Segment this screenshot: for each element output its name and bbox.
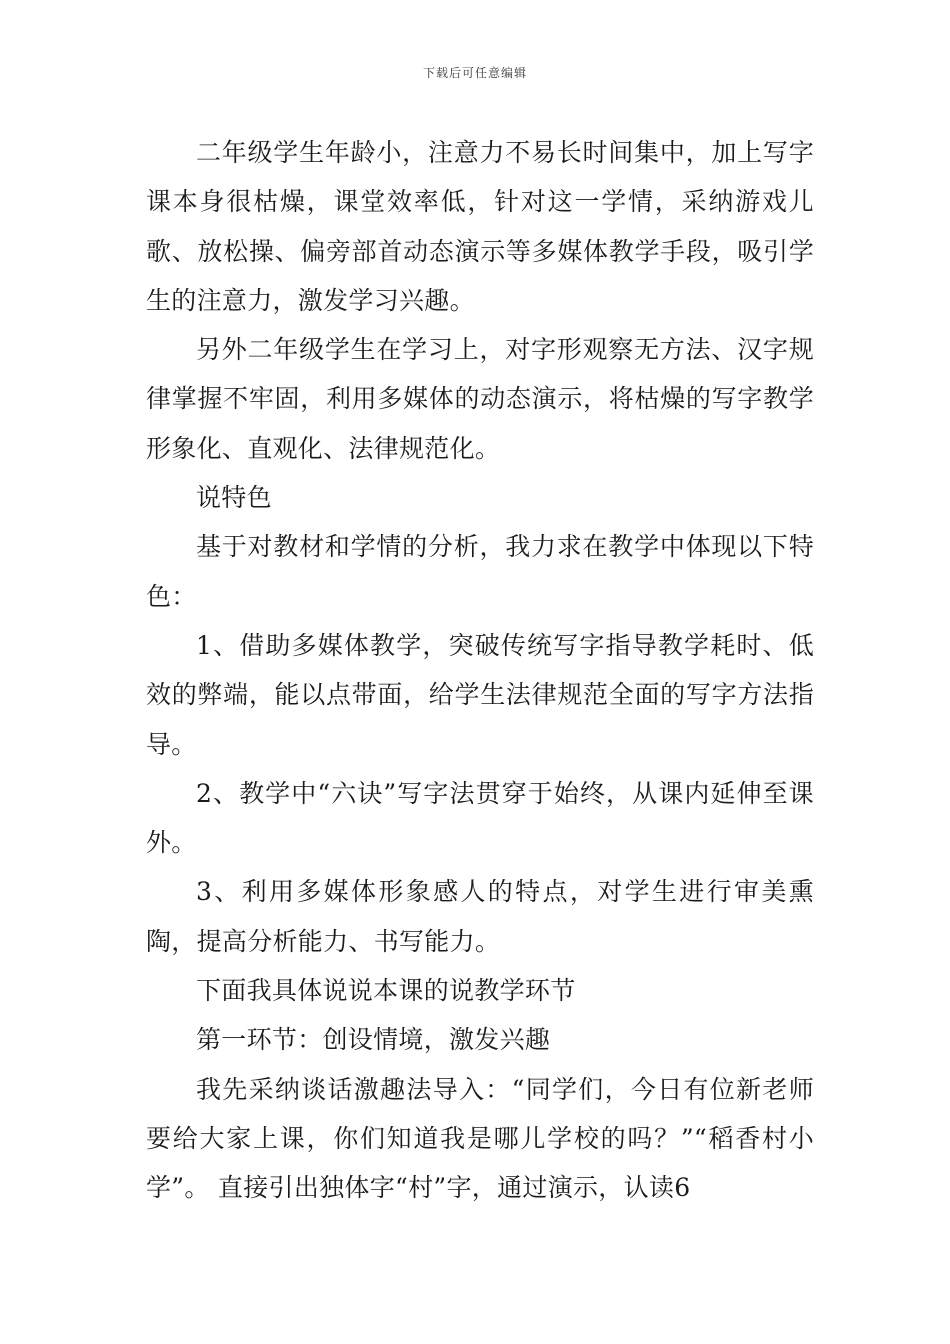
list-item-feature-1: 1、借助多媒体教学，突破传统写字指导教学耗时、低效的弊端，能以点带面，给学生法律规范全面的写字方法指导。 [146,630,814,759]
paragraph-learner-analysis: 二年级学生年龄小，注意力不易长时间集中，加上写字课本身很枯燥，课堂效率低，针对这一学情，采纳游戏儿歌、放松操、偏旁部首动态演示等多媒体教学手段，吸引学生的注意力，激发学习兴趣。 [146,138,814,315]
list-item-feature-2: 2、教学中“六诀”写字法贯穿于始终，从课内延伸至课外。 [146,778,814,858]
document-body [146,128,814,1213]
page-header: 下载后可任意编辑 [422,66,527,80]
paragraph-learning-difficulty: 另外二年级学生在学习上，对字形观察无方法、汉字规律掌握不牢固，利用多媒体的动态演示，将枯燥的写字教学形象化、直观化、法律规范化。 [146,335,814,463]
section-heading-teaching-steps: 下面我具体说说本课的说教学环节 [196,976,576,1006]
section-heading-step-1: 第一环节：创设情境，激发兴趣 [196,1025,551,1055]
section-heading-features: 说特色 [196,483,272,513]
paragraph-features-intro: 基于对教材和学情的分析，我力求在教学中体现以下特色： [146,532,814,611]
paragraph-step-1-intro: 我先采纳谈话激趣法导入：“同学们，今日有位新老师要给大家上课，你们知道我是哪儿学校的吗？”“稻香村小学”。 直接引出独体字“村”字，通过演示，认读6 [146,1074,814,1203]
list-item-feature-3: 3、利用多媒体形象感人的特点，对学生进行审美熏陶，提高分析能力、书写能力。 [146,877,814,956]
